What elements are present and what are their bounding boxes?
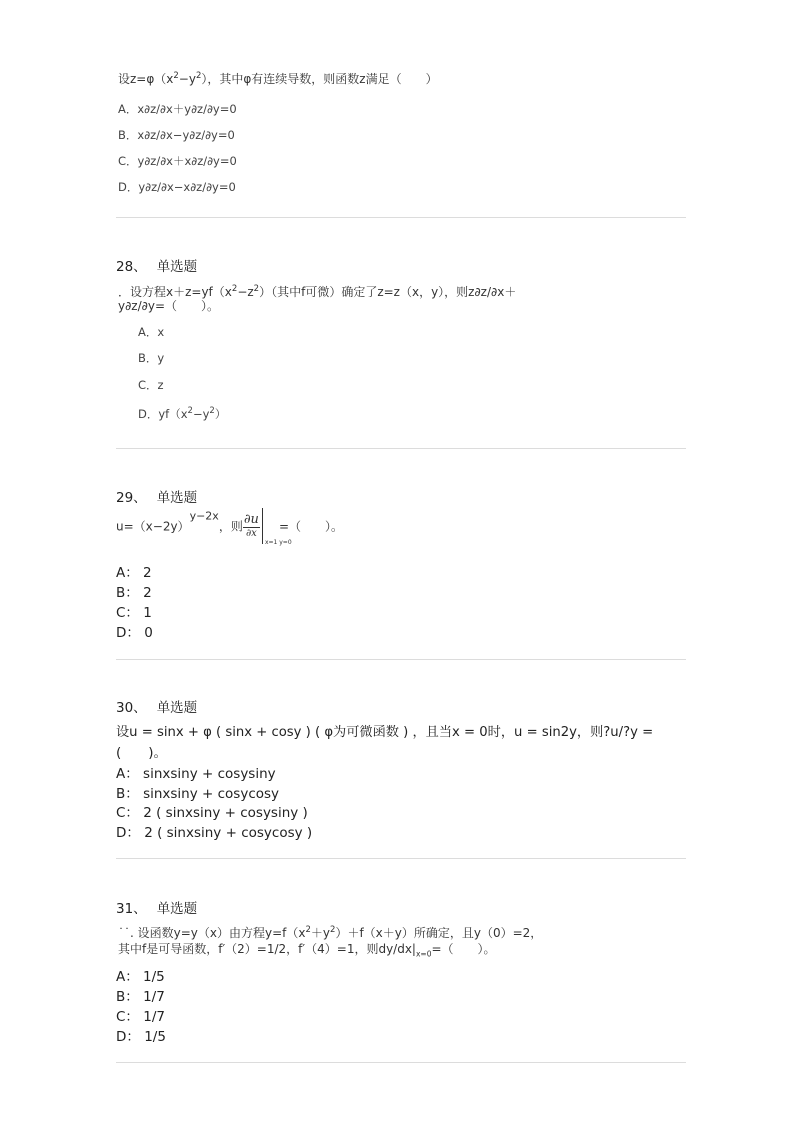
q27-option-c[interactable]: C．y∂z/∂x＋x∂z/∂y=0 (118, 154, 237, 168)
q27-option-d[interactable]: D．y∂z/∂x−x∂z/∂y=0 (118, 180, 236, 194)
q29-choice-a[interactable]: A： 2 (116, 565, 152, 581)
q29-choice-c[interactable]: C： 1 (116, 605, 152, 621)
q29-choice-b[interactable]: B： 2 (116, 585, 152, 601)
q31-choice-d[interactable]: D： 1/5 (116, 1029, 166, 1045)
q30-stem-line1: 设u = sinx + φ ( sinx + cosy ) ( φ为可微函数 ) ，且当x = 0时，u = sin2y，则?u/?y = (116, 725, 654, 740)
q29-choice-d[interactable]: D： 0 (116, 625, 153, 641)
q29-header (116, 486, 197, 506)
q31-stem-line2: 其中f是可导函数，f′（2）=1/2，f′（4）=1，则$dy/dx|_{x=0}=$（ ）。 (118, 942, 496, 959)
question-number: 31、 (116, 901, 147, 917)
question-number: 29、 (116, 490, 147, 506)
q31-stem-line1: ˙˙. 设函数y=y（x）由方程$y=f(x^2+y^2)+f(x+y)$所确定，且y（0）=2， (118, 925, 543, 940)
q30-stem-line2: ( )。 (116, 745, 168, 761)
q28-stem-line1: ．设方程$x+z=yf(x^2-z^2)$（其中f可微）确定了z=z（x，y），则z∂z/∂x＋ (118, 284, 517, 299)
q31-choice-c[interactable]: C： 1/7 (116, 1009, 165, 1025)
question-number: 30、 (116, 700, 147, 716)
question-type: 单选题 (156, 700, 198, 716)
q30-choice-c[interactable]: C： 2 ( sinxsiny + cosysiny ) (116, 805, 308, 821)
q29-stem: u=（x−2y）y−2x，则 $\frac{\partial u}{\partial x}$ x=1 y=0 =（ ）。 (116, 509, 343, 546)
question-type: 单选题 (156, 259, 198, 275)
q30-choice-a[interactable]: A： sinxsiny + cosysiny (116, 766, 276, 782)
q30-header (116, 696, 197, 716)
partial-derivative-fraction: $\frac{\partial u}{\partial x}$ (243, 511, 259, 539)
q28-header (116, 255, 197, 275)
q28-option-a[interactable]: A．x (138, 325, 165, 339)
divider (116, 1062, 686, 1063)
divider (116, 217, 686, 218)
question-number: 28、 (116, 259, 147, 275)
q30-choice-d[interactable]: D： 2 ( sinxsiny + cosycosy ) (116, 825, 313, 841)
q28-option-c[interactable]: C．z (138, 378, 164, 392)
q28-stem-line2: y∂z/∂y=（ ）。 (118, 299, 220, 313)
q28-option-b[interactable]: B．y (138, 351, 165, 365)
q27-option-a[interactable]: A．x∂z/∂x＋y∂z/∂y=0 (118, 102, 237, 116)
q31-choice-b[interactable]: B： 1/7 (116, 989, 165, 1005)
q28-option-d[interactable]: D．$yf(x^2-y^2)$ (138, 406, 227, 421)
evaluation-bar: x=1 y=0 (262, 508, 279, 544)
q30-choice-b[interactable]: B： sinxsiny + cosycosy (116, 786, 280, 802)
q27-option-b[interactable]: B．x∂z/∂x−y∂z/∂y=0 (118, 128, 235, 142)
q31-choice-a[interactable]: A： 1/5 (116, 969, 165, 985)
divider (116, 448, 686, 449)
question-type: 单选题 (156, 490, 198, 506)
q27-stem: 设$z=\varphi(x^2-y^2)$，其中φ有连续导数，则函数z满足（ ） (118, 71, 438, 86)
question-type: 单选题 (156, 901, 198, 917)
q31-header (116, 897, 197, 917)
divider (116, 858, 686, 859)
divider (116, 659, 686, 660)
